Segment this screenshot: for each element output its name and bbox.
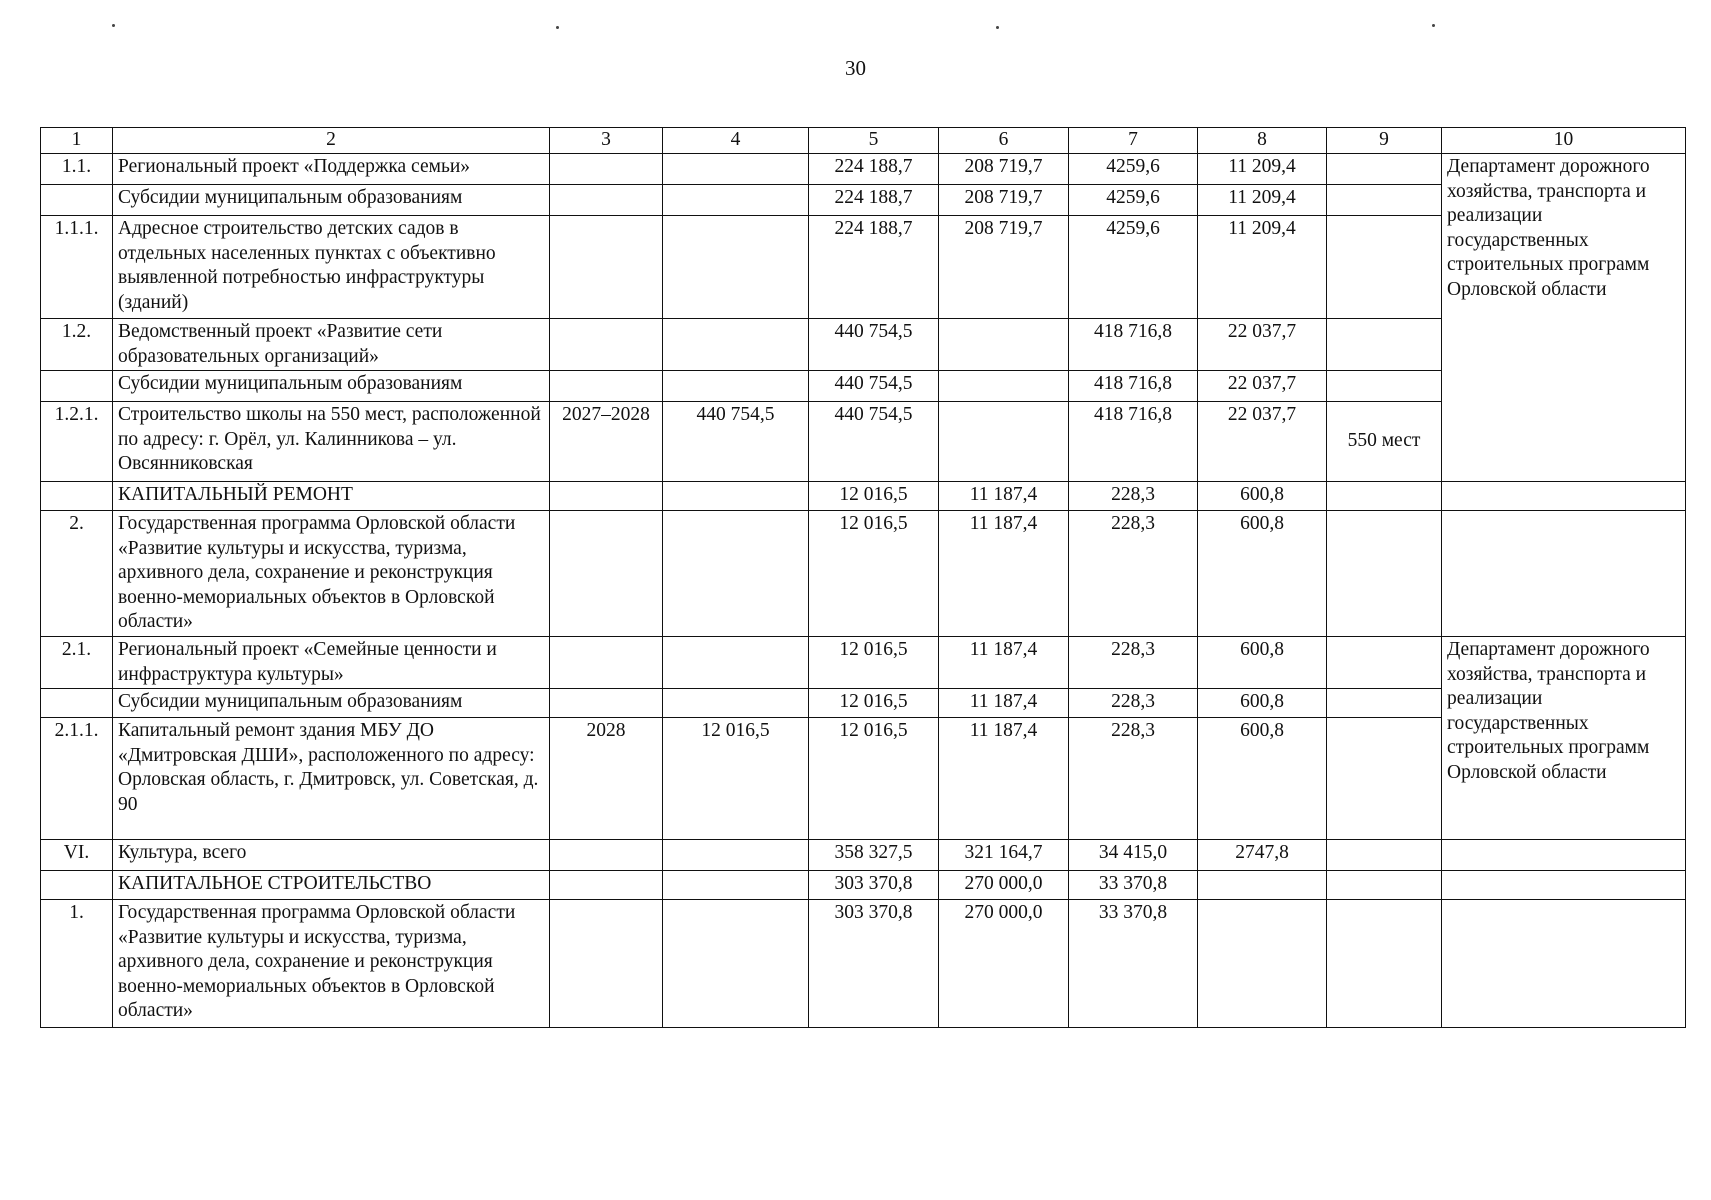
table-row (41, 511, 1686, 637)
row-number: 2.1.1. (41, 718, 113, 840)
page-number: 30 (845, 56, 866, 80)
row-number: 2.1. (41, 637, 113, 689)
cell-estimate (663, 871, 809, 900)
cell-municipal: 22 037,7 (1198, 371, 1327, 402)
row-number: 1.2.1. (41, 402, 113, 482)
cell-capacity (1327, 840, 1442, 871)
cell-capacity (1327, 371, 1442, 402)
cell-total: 440 754,5 (809, 319, 939, 371)
table-row (41, 319, 1686, 371)
row-name: Строительство школы на 550 мест, расположенной по адресу: г. Орёл, ул. Калинникова – ул. Овсянниковская (113, 402, 550, 482)
cell-regional: 228,3 (1069, 637, 1198, 689)
cell-estimate (663, 185, 809, 216)
cell-period (550, 216, 663, 319)
cell-federal: 11 187,4 (939, 718, 1069, 840)
row-name: КАПИТАЛЬНЫЙ РЕМОНТ (113, 482, 550, 511)
row-number: 2. (41, 511, 113, 637)
table-row (41, 689, 1686, 718)
cell-responsible (1442, 511, 1686, 637)
cell-capacity (1327, 216, 1442, 319)
row-name: Субсидии муниципальным образованиям (113, 185, 550, 216)
cell-federal: 11 187,4 (939, 511, 1069, 637)
row-number: VI. (41, 840, 113, 871)
header-cell: 7 (1069, 128, 1198, 154)
cell-estimate (663, 900, 809, 1028)
cell-federal: 270 000,0 (939, 900, 1069, 1028)
cell-federal: 208 719,7 (939, 216, 1069, 319)
cell-capacity (1327, 718, 1442, 840)
row-name: Субсидии муниципальным образованиям (113, 371, 550, 402)
cell-period (550, 482, 663, 511)
table-row (41, 216, 1686, 319)
cell-capacity (1327, 871, 1442, 900)
row-name: Культура, всего (113, 840, 550, 871)
cell-regional: 418 716,8 (1069, 319, 1198, 371)
cell-total: 12 016,5 (809, 718, 939, 840)
cell-total: 303 370,8 (809, 900, 939, 1028)
cell-responsible (1442, 900, 1686, 1028)
cell-regional: 228,3 (1069, 689, 1198, 718)
cell-capacity (1327, 511, 1442, 637)
header-cell: 4 (663, 128, 809, 154)
cell-capacity (1327, 482, 1442, 511)
row-number (41, 371, 113, 402)
cell-municipal: 600,8 (1198, 511, 1327, 637)
cell-capacity (1327, 185, 1442, 216)
cell-capacity: 550 мест (1327, 402, 1442, 482)
cell-municipal (1198, 900, 1327, 1028)
cell-total: 12 016,5 (809, 511, 939, 637)
header-cell: 1 (41, 128, 113, 154)
row-number (41, 689, 113, 718)
cell-total: 12 016,5 (809, 637, 939, 689)
table-row (41, 900, 1686, 1028)
cell-regional: 228,3 (1069, 482, 1198, 511)
row-name: Адресное строительство детских садов в отдельных населенных пунктах с объективно выявленной потребностью инфраструктуры (зданий) (113, 216, 550, 319)
header-cell: 9 (1327, 128, 1442, 154)
cell-estimate (663, 154, 809, 185)
cell-capacity (1327, 689, 1442, 718)
cell-estimate (663, 371, 809, 402)
cell-municipal: 600,8 (1198, 637, 1327, 689)
table-row (41, 371, 1686, 402)
cell-capacity (1327, 637, 1442, 689)
cell-capacity (1327, 900, 1442, 1028)
cell-regional: 33 370,8 (1069, 900, 1198, 1028)
cell-total: 12 016,5 (809, 689, 939, 718)
row-number (41, 871, 113, 900)
cell-municipal: 11 209,4 (1198, 216, 1327, 319)
cell-federal: 208 719,7 (939, 185, 1069, 216)
scan-speck (1432, 24, 1435, 27)
cell-total: 224 188,7 (809, 154, 939, 185)
cell-regional: 4259,6 (1069, 154, 1198, 185)
header-cell: 5 (809, 128, 939, 154)
cell-estimate (663, 689, 809, 718)
cell-total: 440 754,5 (809, 402, 939, 482)
row-name: Капитальный ремонт здания МБУ ДО «Дмитровская ДШИ», расположенного по адресу: Орловская область, г. Дмитровск, ул. Советская, д. 90 (113, 718, 550, 840)
cell-period: 2027–2028 (550, 402, 663, 482)
header-cell: 10 (1442, 128, 1686, 154)
header-cell: 3 (550, 128, 663, 154)
row-name: Ведомственный проект «Развитие сети образовательных организаций» (113, 319, 550, 371)
cell-total: 224 188,7 (809, 185, 939, 216)
cell-estimate (663, 482, 809, 511)
cell-regional: 228,3 (1069, 511, 1198, 637)
row-number (41, 482, 113, 511)
cell-total: 12 016,5 (809, 482, 939, 511)
responsible-department: Департамент дорожного хозяйства, транспорта и реализации государственных строительных программ Орловской области (1442, 154, 1686, 482)
table-row (41, 718, 1686, 840)
cell-municipal (1198, 871, 1327, 900)
row-number: 1.2. (41, 319, 113, 371)
cell-municipal: 11 209,4 (1198, 154, 1327, 185)
cell-period (550, 840, 663, 871)
row-number: 1.1.1. (41, 216, 113, 319)
table-header-row (41, 128, 1686, 154)
cell-period (550, 371, 663, 402)
cell-regional: 33 370,8 (1069, 871, 1198, 900)
cell-total: 303 370,8 (809, 871, 939, 900)
cell-municipal: 600,8 (1198, 689, 1327, 718)
row-name: Государственная программа Орловской области «Развитие культуры и искусства, туризма, архивного дела, сохранение и реконструкция военно-мемориальных объектов в Орловской области» (113, 511, 550, 637)
cell-responsible (1442, 840, 1686, 871)
responsible-department: Департамент дорожного хозяйства, транспорта и реализации государственных строительных программ Орловской области (1442, 637, 1686, 840)
scan-speck (556, 26, 559, 29)
row-name: Региональный проект «Поддержка семьи» (113, 154, 550, 185)
cell-total: 358 327,5 (809, 840, 939, 871)
cell-capacity (1327, 154, 1442, 185)
table-row (41, 185, 1686, 216)
cell-regional: 418 716,8 (1069, 371, 1198, 402)
cell-estimate (663, 216, 809, 319)
cell-period (550, 185, 663, 216)
table-row (41, 840, 1686, 871)
cell-period: 2028 (550, 718, 663, 840)
cell-period (550, 689, 663, 718)
cell-federal (939, 319, 1069, 371)
cell-estimate (663, 637, 809, 689)
cell-period (550, 871, 663, 900)
cell-federal: 208 719,7 (939, 154, 1069, 185)
cell-federal: 321 164,7 (939, 840, 1069, 871)
row-number (41, 185, 113, 216)
header-cell: 6 (939, 128, 1069, 154)
cell-estimate (663, 511, 809, 637)
scan-speck (996, 26, 999, 29)
cell-period (550, 900, 663, 1028)
cell-estimate: 12 016,5 (663, 718, 809, 840)
cell-federal: 11 187,4 (939, 482, 1069, 511)
header-cell: 8 (1198, 128, 1327, 154)
cell-period (550, 319, 663, 371)
cell-responsible (1442, 482, 1686, 511)
table-row (41, 154, 1686, 185)
cell-estimate (663, 840, 809, 871)
row-number: 1. (41, 900, 113, 1028)
cell-municipal: 600,8 (1198, 718, 1327, 840)
cell-total: 440 754,5 (809, 371, 939, 402)
cell-regional: 228,3 (1069, 718, 1198, 840)
cell-municipal: 22 037,7 (1198, 319, 1327, 371)
cell-responsible (1442, 871, 1686, 900)
table-row (41, 637, 1686, 689)
cell-total: 224 188,7 (809, 216, 939, 319)
cell-regional: 4259,6 (1069, 216, 1198, 319)
cell-period (550, 154, 663, 185)
cell-estimate: 440 754,5 (663, 402, 809, 482)
table-row (41, 402, 1686, 482)
budget-table (40, 127, 1686, 1028)
row-name: Субсидии муниципальным образованиям (113, 689, 550, 718)
cell-period (550, 511, 663, 637)
header-cell: 2 (113, 128, 550, 154)
cell-federal: 11 187,4 (939, 689, 1069, 718)
cell-municipal: 11 209,4 (1198, 185, 1327, 216)
cell-municipal: 2747,8 (1198, 840, 1327, 871)
row-name: Государственная программа Орловской области «Развитие культуры и искусства, туризма, архивного дела, сохранение и реконструкция военно-мемориальных объектов в Орловской области» (113, 900, 550, 1028)
cell-regional: 34 415,0 (1069, 840, 1198, 871)
cell-federal: 270 000,0 (939, 871, 1069, 900)
cell-municipal: 22 037,7 (1198, 402, 1327, 482)
row-number: 1.1. (41, 154, 113, 185)
cell-capacity (1327, 319, 1442, 371)
cell-federal (939, 371, 1069, 402)
cell-estimate (663, 319, 809, 371)
cell-regional: 4259,6 (1069, 185, 1198, 216)
cell-municipal: 600,8 (1198, 482, 1327, 511)
cell-federal: 11 187,4 (939, 637, 1069, 689)
scan-speck (112, 24, 115, 27)
cell-period (550, 637, 663, 689)
cell-federal (939, 402, 1069, 482)
cell-regional: 418 716,8 (1069, 402, 1198, 482)
table-row (41, 871, 1686, 900)
row-name: Региональный проект «Семейные ценности и инфраструктура культуры» (113, 637, 550, 689)
table-row (41, 482, 1686, 511)
row-name: КАПИТАЛЬНОЕ СТРОИТЕЛЬСТВО (113, 871, 550, 900)
